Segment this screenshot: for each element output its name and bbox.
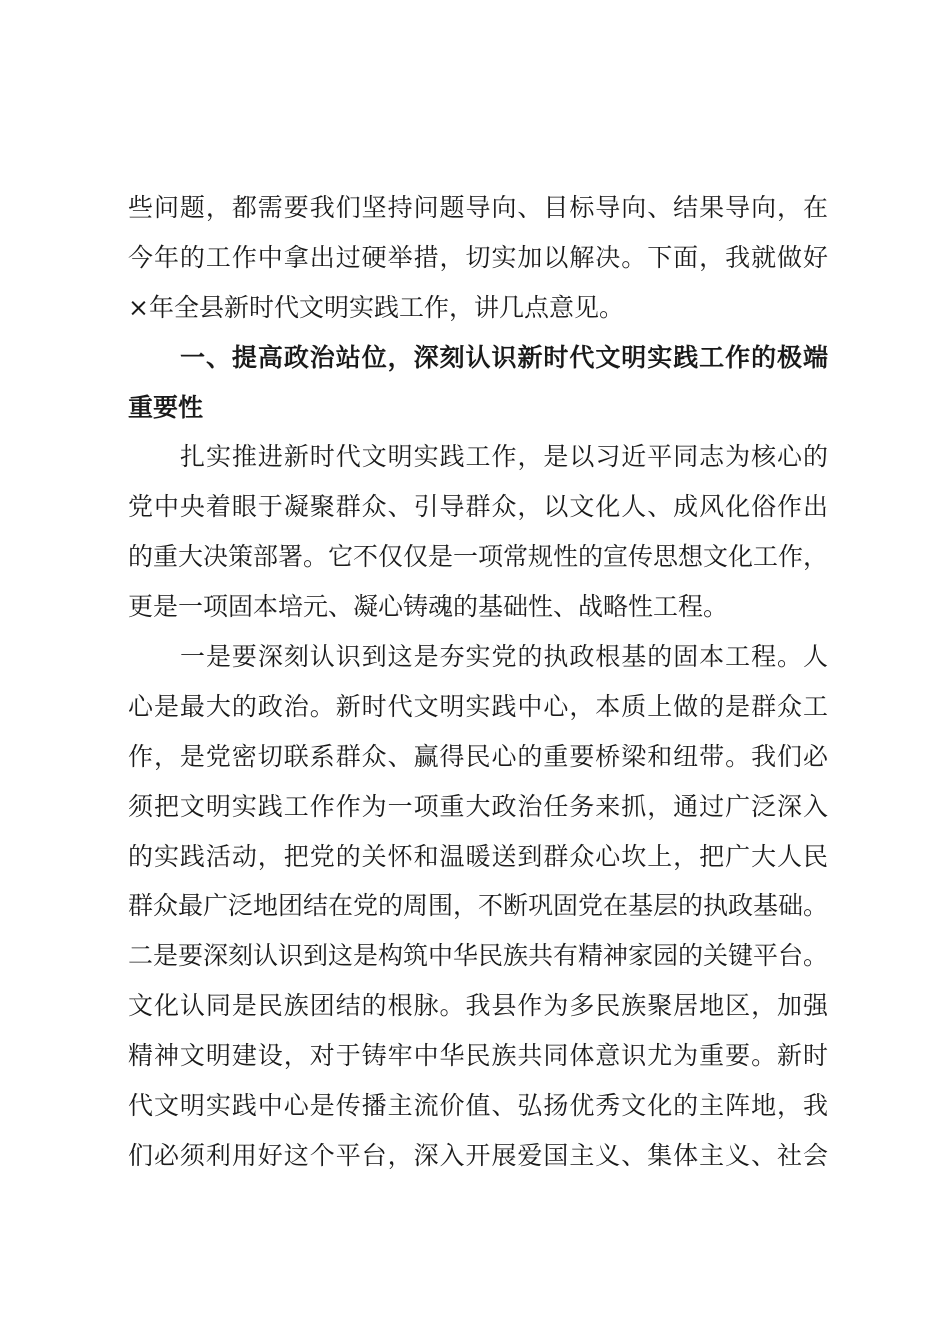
section-heading-line: 重要性 (128, 392, 204, 422)
body-line: 须把文明实践工作作为一项重大政治任务来抓，通过广泛深入 (128, 791, 828, 821)
body-line: 作，是党密切联系群众、赢得民心的重要桥梁和纽带。我们必 (128, 741, 828, 771)
body-line: 心是最大的政治。新时代文明实践中心，本质上做的是群众工 (128, 691, 828, 721)
body-line: 更是一项固本培元、凝心铸魂的基础性、战略性工程。 (128, 592, 729, 622)
body-line: 精神文明建设，对于铸牢中华民族共同体意识尤为重要。新时 (128, 1041, 828, 1071)
body-line: 的实践活动，把党的关怀和温暖送到群众心坎上，把广大人民 (128, 841, 828, 871)
paragraph-first-line: 扎实推进新时代文明实践工作，是以习近平同志为核心的 (180, 442, 828, 472)
body-line: 今年的工作中拿出过硬举措，切实加以解决。下面，我就做好 (128, 242, 828, 272)
body-line: 群众最广泛地团结在党的周围，不断巩固党在基层的执政基础。 (128, 891, 829, 921)
document-body (128, 183, 828, 1181)
body-line: 的重大决策部署。它不仅仅是一项常规性的宣传思想文化工作， (128, 542, 829, 572)
section-heading-line: 一、提高政治站位，深刻认识新时代文明实践工作的极端 (180, 342, 828, 372)
paragraph-first-line: 一是要深刻认识到这是夯实党的执政根基的固本工程。人 (180, 642, 828, 672)
body-line: 们必须利用好这个平台，深入开展爱国主义、集体主义、社会 (128, 1140, 828, 1170)
body-line: 二是要深刻认识到这是构筑中华民族共有精神家园的关键平台。 (128, 941, 829, 971)
body-line: 些问题，都需要我们坚持问题导向、目标导向、结果导向，在 (128, 193, 828, 222)
body-line: ×年全县新时代文明实践工作，讲几点意见。 (128, 292, 624, 322)
body-line: 代文明实践中心是传播主流价值、弘扬优秀文化的主阵地，我 (128, 1091, 828, 1121)
body-line: 党中央着眼于凝聚群众、引导群众，以文化人、成风化俗作出 (128, 492, 828, 522)
body-line: 文化认同是民族团结的根脉。我县作为多民族聚居地区，加强 (128, 991, 828, 1021)
